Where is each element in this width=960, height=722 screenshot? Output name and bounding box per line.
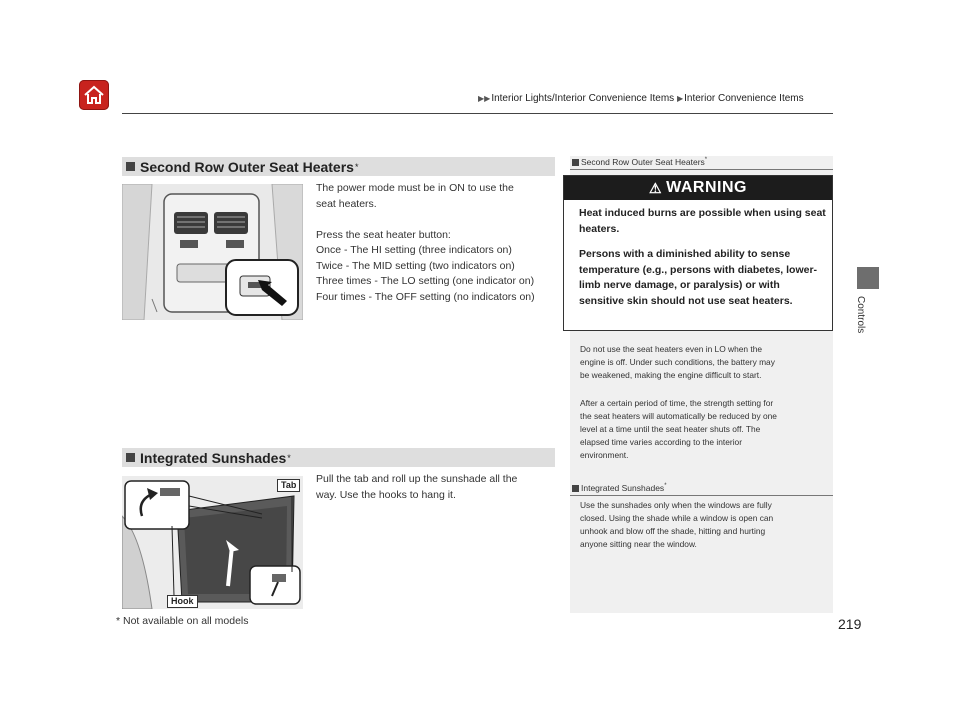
note-line: Do not use the seat heaters even in LO when the	[580, 344, 763, 354]
heading-text: Second Row Outer Seat Heaters	[140, 158, 354, 175]
note-title-text: Integrated Sunshades	[581, 483, 665, 493]
chapter-tab-marker[interactable]	[857, 267, 879, 289]
chapter-tab-text: Controls	[855, 296, 866, 334]
warning-triangle-icon: ⚠	[649, 179, 663, 196]
body-spacer	[316, 212, 561, 228]
note-rule	[570, 495, 833, 496]
body-line: Pull the tab and roll up the sunshade all the	[316, 473, 518, 485]
warning-text	[579, 206, 827, 319]
callout-tab: Tab	[277, 479, 300, 492]
note-title-seat-heaters	[572, 157, 707, 167]
footnote: * Not available on all models	[116, 615, 249, 627]
note-line: engine is off. Under such conditions, the battery may	[580, 357, 775, 367]
breadcrumb-part-2[interactable]: Interior Convenience Items	[684, 93, 804, 104]
sunshade-illustration	[122, 476, 303, 609]
note-seat-heaters-paragraph-2	[580, 397, 830, 462]
note-line: be weakened, making the engine difficult to start.	[580, 370, 762, 380]
warning-box	[563, 175, 833, 331]
section-heading-seat-heaters	[122, 157, 555, 176]
breadcrumb-arrow-icon: ▶	[676, 94, 684, 103]
home-button[interactable]	[79, 80, 109, 110]
note-line: environment.	[580, 450, 629, 460]
note-line: elapsed time varies according to the interior	[580, 437, 742, 447]
home-icon	[82, 83, 106, 107]
callout-hook: Hook	[167, 595, 198, 608]
section-heading-sunshades	[122, 448, 555, 467]
note-line: After a certain period of time, the strength setting for	[580, 398, 774, 408]
warning-paragraph-1: Heat induced burns are possible when using seat heaters.	[579, 207, 826, 235]
note-title-sunshades	[572, 483, 667, 493]
note-line: the seat heaters will automatically be reduced by one	[580, 411, 777, 421]
note-line: Use the sunshades only when the windows are fully	[580, 500, 772, 510]
asterisk: *	[287, 452, 291, 463]
body-line: Once - The HI setting (three indicators on)	[316, 244, 512, 256]
heading-text: Integrated Sunshades	[140, 449, 287, 466]
body-line: Press the seat heater button:	[316, 228, 451, 241]
note-marker-icon	[572, 485, 579, 492]
body-line: way. Use the hooks to hang it.	[316, 488, 456, 501]
note-seat-heaters-paragraph-1	[580, 343, 830, 382]
seat-heater-instructions	[316, 181, 561, 305]
header-rule	[122, 113, 833, 114]
warning-label: WARNING	[666, 179, 747, 196]
chapter-tab-label[interactable]	[852, 296, 868, 356]
asterisk: *	[354, 161, 359, 172]
heading-square-icon	[126, 453, 135, 462]
breadcrumb-arrow-icon: ▶▶	[478, 94, 491, 103]
body-line: Three times - The LO setting (one indicator on)	[316, 275, 535, 287]
sunshade-instructions	[316, 472, 561, 503]
page-number: 219	[838, 616, 862, 632]
body-line: seat heaters.	[316, 197, 377, 210]
body-line: The power mode must be in ON to use the	[316, 182, 514, 194]
seat-heater-illustration	[122, 184, 303, 320]
breadcrumb	[478, 93, 804, 104]
warning-header	[564, 176, 832, 200]
note-rule	[570, 169, 833, 170]
body-line: Twice - The MID setting (two indicators on)	[316, 259, 515, 272]
body-line: Four times - The OFF setting (no indicators on)	[316, 290, 535, 303]
asterisk: *	[664, 483, 667, 490]
note-marker-icon	[572, 159, 579, 166]
note-title-text: Second Row Outer Seat Heaters	[581, 157, 705, 167]
note-sunshades-paragraph	[580, 499, 830, 551]
note-line: closed. Using the shade while a window is open can	[580, 513, 774, 523]
asterisk: *	[704, 157, 708, 164]
note-line: unhook and blow off the shade, hitting and hurting	[580, 526, 766, 536]
note-line: level at a time until the seat heater shuts off. The	[580, 424, 761, 434]
note-line: anyone sitting near the window.	[580, 539, 697, 549]
breadcrumb-part-1[interactable]: Interior Lights/Interior Convenience Items	[491, 93, 675, 104]
heading-square-icon	[126, 162, 135, 171]
warning-paragraph-2: Persons with a diminished ability to sense temperature (e.g., persons with diabetes, lower-limb nerve damage, or paralysis) or with sensitive skin should not use seat heaters.	[579, 248, 818, 307]
